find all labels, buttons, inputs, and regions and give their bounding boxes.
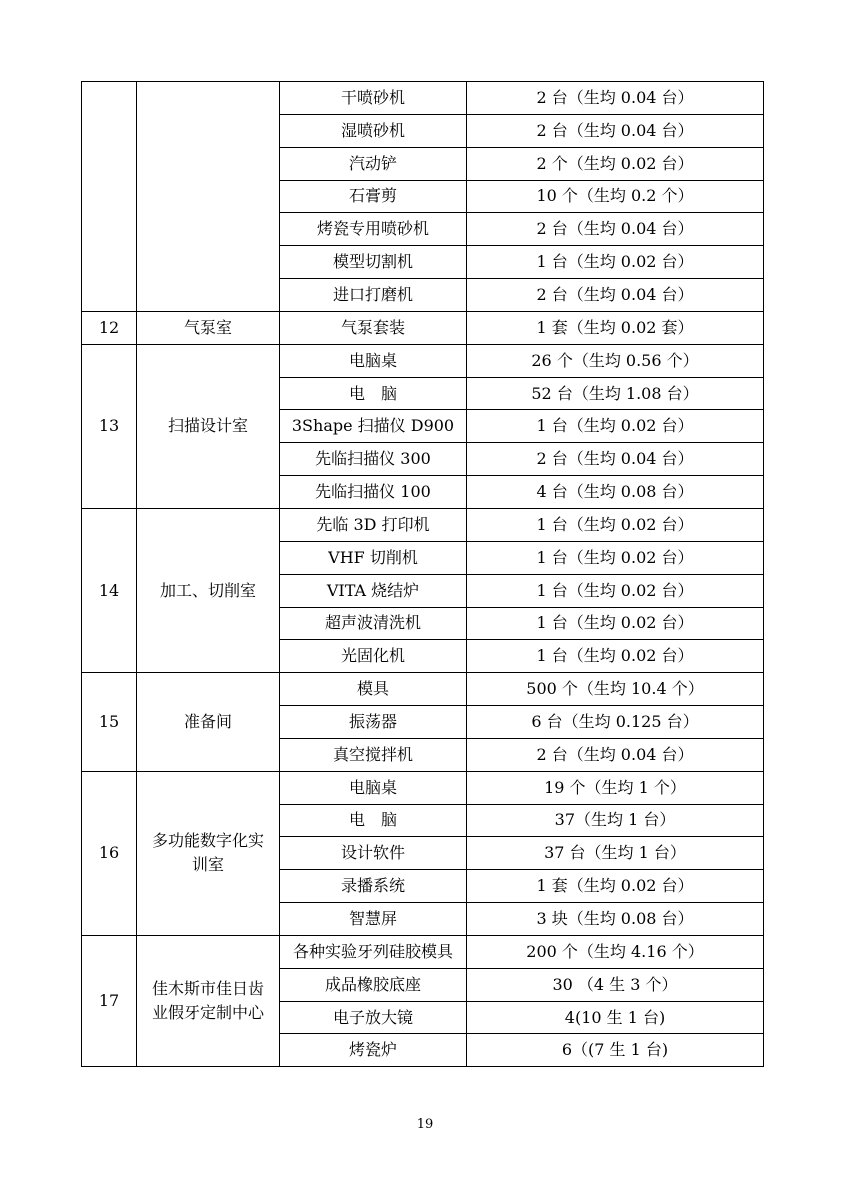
equipment-cell: 进口打磨机 xyxy=(280,279,467,312)
quantity-cell: 1 台（生均 0.02 台） xyxy=(467,508,764,541)
quantity-cell: 4 台（生均 0.08 台） xyxy=(467,476,764,509)
room-cell: 佳木斯市佳日齿业假牙定制中心 xyxy=(137,935,280,1066)
equipment-cell: VITA 烧结炉 xyxy=(280,574,467,607)
quantity-cell: 1 台（生均 0.02 台） xyxy=(467,410,764,443)
equipment-cell: 汽动铲 xyxy=(280,147,467,180)
table-row xyxy=(82,344,764,377)
row-number-cell xyxy=(82,82,137,312)
quantity-cell: 19 个（生均 1 个） xyxy=(467,771,764,804)
quantity-cell: 26 个（生均 0.56 个） xyxy=(467,344,764,377)
room-cell: 准备间 xyxy=(137,673,280,772)
quantity-cell: 37（生均 1 台） xyxy=(467,804,764,837)
quantity-cell: 1 台（生均 0.02 台） xyxy=(467,607,764,640)
equipment-cell: 智慧屏 xyxy=(280,903,467,936)
quantity-cell: 37 台（生均 1 台） xyxy=(467,837,764,870)
equipment-cell: 电 脑 xyxy=(280,804,467,837)
quantity-cell: 2 台（生均 0.04 台） xyxy=(467,114,764,147)
equipment-cell: 石膏剪 xyxy=(280,180,467,213)
table-row xyxy=(82,82,764,115)
quantity-cell: 2 台（生均 0.04 台） xyxy=(467,213,764,246)
room-cell xyxy=(137,82,280,312)
room-cell: 多功能数字化实训室 xyxy=(137,771,280,935)
row-number-cell: 17 xyxy=(82,935,137,1066)
table-row xyxy=(82,935,764,968)
quantity-cell: 2 台（生均 0.04 台） xyxy=(467,279,764,312)
quantity-cell: 4(10 生 1 台) xyxy=(467,1001,764,1034)
equipment-cell: 电脑桌 xyxy=(280,344,467,377)
equipment-cell: 先临扫描仪 300 xyxy=(280,443,467,476)
equipment-cell: 真空搅拌机 xyxy=(280,738,467,771)
equipment-cell: 电 脑 xyxy=(280,377,467,410)
equipment-cell: 电子放大镜 xyxy=(280,1001,467,1034)
equipment-cell: 超声波清洗机 xyxy=(280,607,467,640)
equipment-cell: 模具 xyxy=(280,673,467,706)
row-number-cell: 14 xyxy=(82,508,137,672)
quantity-cell: 1 台（生均 0.02 台） xyxy=(467,640,764,673)
quantity-cell: 200 个（生均 4.16 个） xyxy=(467,935,764,968)
quantity-cell: 6（(7 生 1 台) xyxy=(467,1034,764,1067)
table-row xyxy=(82,508,764,541)
row-number-cell: 13 xyxy=(82,344,137,508)
room-cell: 气泵室 xyxy=(137,311,280,344)
quantity-cell: 52 台（生均 1.08 台） xyxy=(467,377,764,410)
equipment-cell: 3Shape 扫描仪 D900 xyxy=(280,410,467,443)
room-cell: 扫描设计室 xyxy=(137,344,280,508)
quantity-cell: 1 套（生均 0.02 台） xyxy=(467,870,764,903)
equipment-cell: 成品橡胶底座 xyxy=(280,968,467,1001)
room-cell: 加工、切削室 xyxy=(137,508,280,672)
equipment-cell: 振荡器 xyxy=(280,706,467,739)
equipment-cell: 气泵套装 xyxy=(280,311,467,344)
quantity-cell: 2 台（生均 0.04 台） xyxy=(467,443,764,476)
quantity-cell: 2 台（生均 0.04 台） xyxy=(467,738,764,771)
quantity-cell: 500 个（生均 10.4 个） xyxy=(467,673,764,706)
quantity-cell: 6 台（生均 0.125 台） xyxy=(467,706,764,739)
equipment-cell: 各种实验牙列硅胶模具 xyxy=(280,935,467,968)
equipment-cell: 设计软件 xyxy=(280,837,467,870)
row-number-cell: 15 xyxy=(82,673,137,772)
table-row xyxy=(82,311,764,344)
equipment-cell: 先临扫描仪 100 xyxy=(280,476,467,509)
equipment-cell: 模型切割机 xyxy=(280,246,467,279)
equipment-cell: 湿喷砂机 xyxy=(280,114,467,147)
equipment-cell: 电脑桌 xyxy=(280,771,467,804)
row-number-cell: 12 xyxy=(82,311,137,344)
equipment-cell: 干喷砂机 xyxy=(280,82,467,115)
quantity-cell: 1 台（生均 0.02 台） xyxy=(467,246,764,279)
equipment-cell: 先临 3D 打印机 xyxy=(280,508,467,541)
equipment-cell: 烤瓷炉 xyxy=(280,1034,467,1067)
quantity-cell: 2 台（生均 0.04 台） xyxy=(467,82,764,115)
equipment-cell: VHF 切削机 xyxy=(280,541,467,574)
equipment-cell: 录播系统 xyxy=(280,870,467,903)
quantity-cell: 2 个（生均 0.02 台） xyxy=(467,147,764,180)
quantity-cell: 30 （4 生 3 个） xyxy=(467,968,764,1001)
row-number-cell: 16 xyxy=(82,771,137,935)
quantity-cell: 1 台（生均 0.02 台） xyxy=(467,574,764,607)
equipment-cell: 烤瓷专用喷砂机 xyxy=(280,213,467,246)
quantity-cell: 10 个（生均 0.2 个） xyxy=(467,180,764,213)
equipment-cell: 光固化机 xyxy=(280,640,467,673)
page-number: 19 xyxy=(416,1117,434,1132)
quantity-cell: 1 台（生均 0.02 台） xyxy=(467,541,764,574)
table-row xyxy=(82,771,764,804)
equipment-table xyxy=(81,81,764,1067)
table-row xyxy=(82,673,764,706)
quantity-cell: 1 套（生均 0.02 套） xyxy=(467,311,764,344)
quantity-cell: 3 块（生均 0.08 台） xyxy=(467,903,764,936)
